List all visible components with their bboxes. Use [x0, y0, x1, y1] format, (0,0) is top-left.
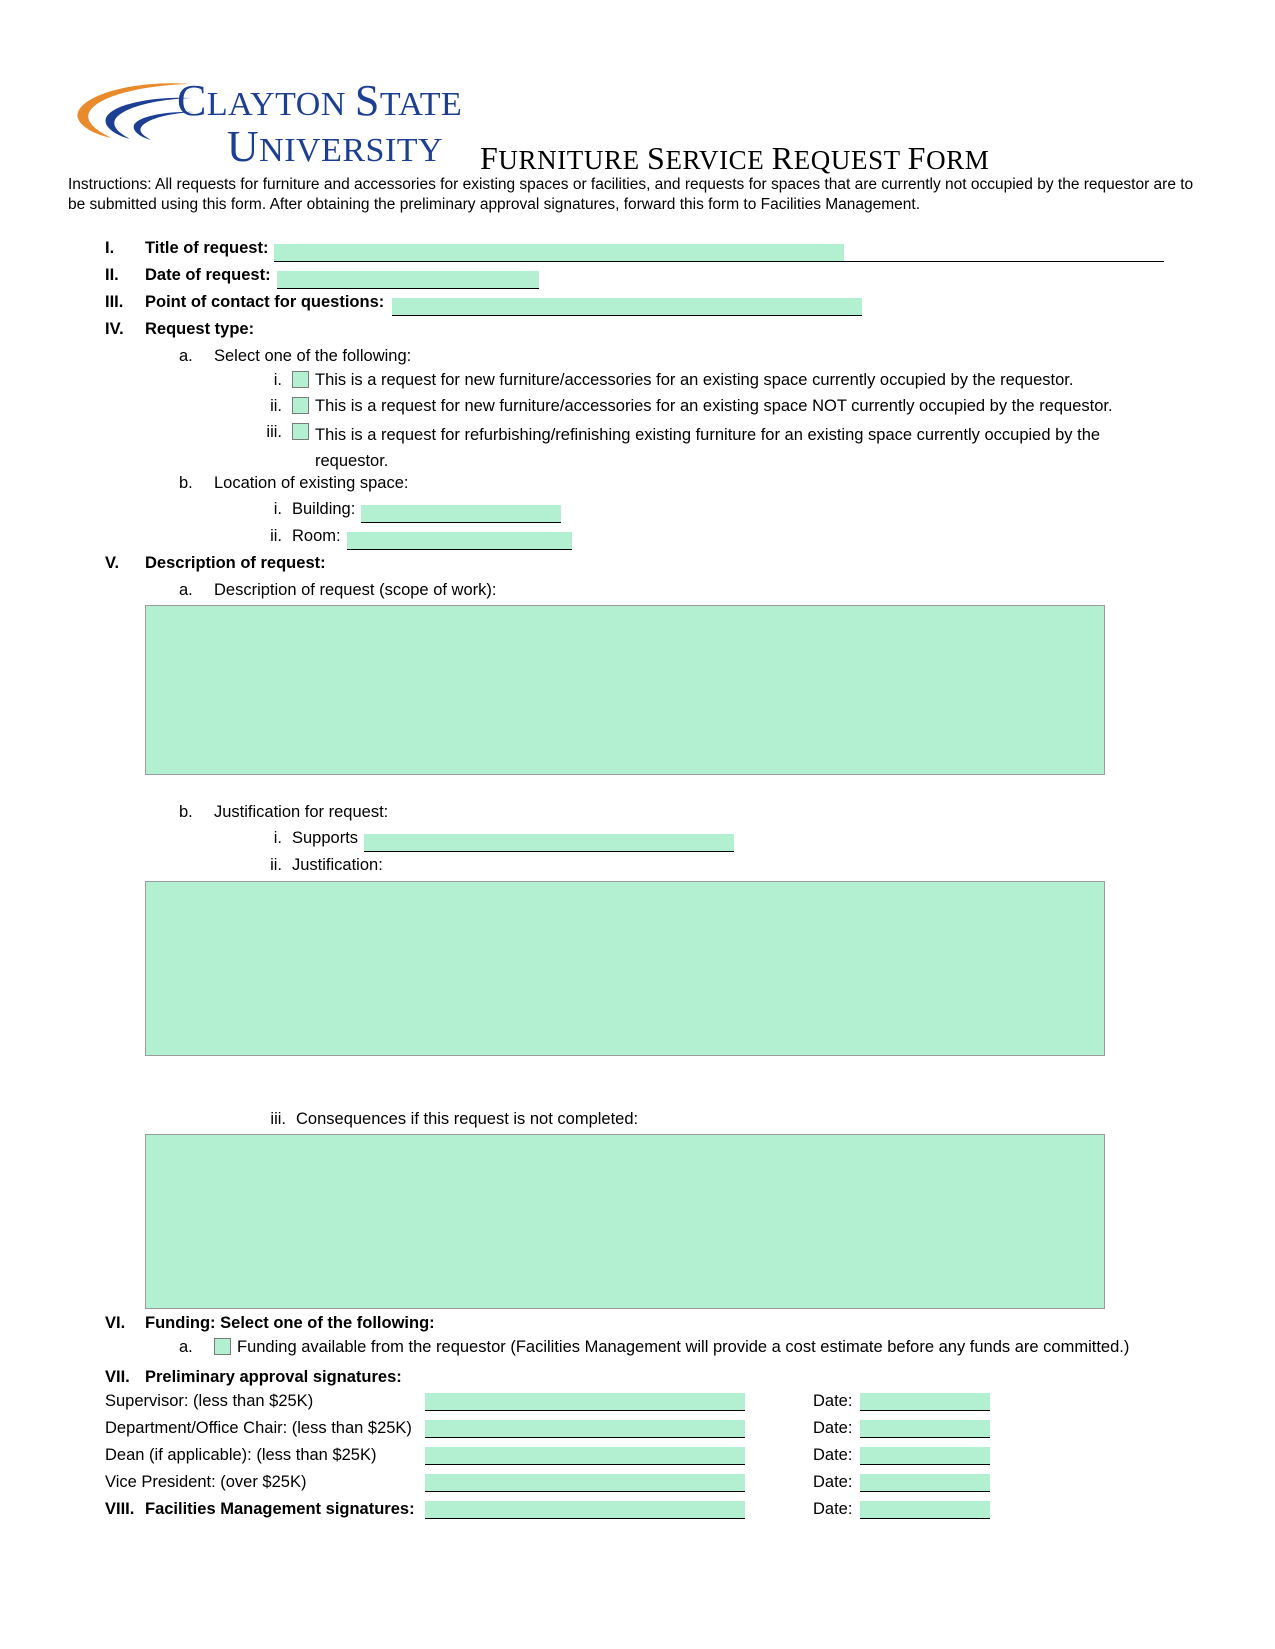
- date-input-facilities[interactable]: [860, 1501, 990, 1519]
- section-iii: [105, 290, 1205, 316]
- option-3-label: This is a request for refurbishing/refinishing existing furniture for an existing space currently occupied by the requestor.: [315, 426, 1101, 470]
- section-viii-label: Facilities Management signatures:: [145, 1500, 415, 1518]
- signature-input-dean[interactable]: [425, 1447, 745, 1465]
- section-vii: [105, 1365, 402, 1391]
- section-ii: [105, 263, 1205, 289]
- option-2-label: This is a request for new furniture/accessories for an existing space NOT currently occupied by the requestor.: [315, 397, 1113, 415]
- section-ii-label: Date of request:: [145, 266, 271, 284]
- section-iv-numeral: IV.: [105, 320, 124, 338]
- university-logo: [72, 76, 463, 172]
- section-iv-label: Request type:: [145, 320, 255, 338]
- section-vii-label: Preliminary approval signatures:: [145, 1368, 402, 1386]
- funding-option-row[interactable]: [179, 1338, 1199, 1357]
- checkbox-request-type-2[interactable]: [292, 397, 309, 414]
- section-iv-b: [179, 471, 1229, 497]
- section-iii-numeral: III.: [105, 293, 124, 311]
- section-vi-label: Funding: Select one of the following:: [145, 1314, 435, 1332]
- signature-label-vp: Vice President: (over $25K): [105, 1473, 307, 1491]
- supports-field-row: [250, 826, 734, 852]
- option-1-marker: i.: [273, 371, 282, 389]
- building-label: Building:: [292, 500, 356, 518]
- section-v-b: [179, 800, 388, 826]
- section-v-b-label: Justification for request:: [214, 803, 389, 821]
- section-iv-a: [179, 344, 1229, 370]
- room-field-row: [250, 524, 572, 550]
- request-type-option-3[interactable]: [250, 423, 1130, 474]
- consequences-label: Consequences if this request is not completed:: [296, 1110, 639, 1128]
- date-label-chair: Date:: [813, 1419, 853, 1437]
- section-v-label: Description of request:: [145, 554, 326, 572]
- form-header: [0, 0, 1275, 214]
- request-type-option-2[interactable]: [250, 397, 1230, 416]
- checkbox-request-type-3[interactable]: [292, 423, 309, 440]
- section-i: [105, 236, 1205, 262]
- section-viii: [105, 1500, 1205, 1519]
- logo-line-2: UNIVERSITY: [226, 122, 444, 172]
- date-label-dean: Date:: [813, 1446, 853, 1464]
- section-i-numeral: I.: [105, 239, 115, 257]
- room-input[interactable]: [347, 532, 572, 550]
- section-iv-b-label: Location of existing space:: [214, 474, 409, 492]
- consequences-label-row: [250, 1107, 638, 1133]
- checkbox-request-type-1[interactable]: [292, 371, 309, 388]
- section-iv-a-label: Select one of the following:: [214, 347, 412, 365]
- signature-row-supervisor: [105, 1392, 1205, 1411]
- justification-label-row: [250, 853, 383, 879]
- signature-row-chair: [105, 1419, 1205, 1438]
- supports-input[interactable]: [364, 834, 734, 852]
- date-label-supervisor: Date:: [813, 1392, 853, 1410]
- section-iv-a-marker: a.: [179, 347, 193, 365]
- date-of-request-input[interactable]: [277, 271, 539, 289]
- room-label: Room:: [292, 527, 341, 545]
- justification-marker: ii.: [270, 856, 282, 874]
- signature-row-vp: [105, 1473, 1205, 1492]
- date-input-vp[interactable]: [860, 1474, 990, 1492]
- consequences-textarea[interactable]: [145, 1134, 1105, 1309]
- page-title: FURNITURE SERVICE REQUEST FORM: [480, 140, 990, 176]
- signature-label-supervisor: Supervisor: (less than $25K): [105, 1392, 314, 1410]
- building-input[interactable]: [361, 505, 561, 523]
- option-1-label: This is a request for new furniture/accessories for an existing space currently occupied by the requestor.: [315, 371, 1074, 389]
- logo-line-1: CLAYTON STATE: [177, 76, 463, 125]
- supports-marker: i.: [273, 829, 282, 847]
- section-iii-label: Point of contact for questions:: [145, 293, 385, 311]
- signature-label-dean: Dean (if applicable): (less than $25K): [105, 1446, 377, 1464]
- date-label-facilities: Date:: [813, 1500, 853, 1518]
- instructions-text: Instructions: All requests for furniture and accessories for existing spaces or facilities, and requests for spaces that are currently not occupied by the requestor are to be submitted using this form. After obtaining the preliminary approval signatures, forward this form to Facilities Management.: [68, 176, 1194, 214]
- building-field-row: [250, 497, 561, 523]
- section-vi-numeral: VI.: [105, 1314, 126, 1332]
- signature-row-dean: [105, 1446, 1205, 1465]
- room-marker: ii.: [270, 527, 282, 545]
- scope-of-work-textarea[interactable]: [145, 605, 1105, 775]
- consequences-marker: iii.: [270, 1110, 286, 1128]
- section-v-a: [179, 578, 496, 604]
- funding-option-label: Funding available from the requestor (Facilities Management will provide a cost estimate before any funds are committed.): [237, 1338, 1130, 1356]
- justification-label: Justification:: [292, 856, 383, 874]
- title-of-request-input-ext[interactable]: [844, 244, 1164, 262]
- section-v-b-marker: b.: [179, 803, 193, 821]
- option-3-marker: iii.: [266, 423, 282, 441]
- logo-wordmark: [177, 76, 463, 172]
- request-type-option-1[interactable]: [250, 371, 1230, 390]
- point-of-contact-input[interactable]: [392, 298, 862, 316]
- section-iv: [105, 317, 1205, 343]
- date-label-vp: Date:: [813, 1473, 853, 1491]
- section-v-a-marker: a.: [179, 581, 193, 599]
- title-of-request-input[interactable]: [274, 244, 844, 262]
- supports-label: Supports: [292, 829, 359, 847]
- signature-input-facilities[interactable]: [425, 1501, 745, 1519]
- signature-input-supervisor[interactable]: [425, 1393, 745, 1411]
- section-ii-numeral: II.: [105, 266, 119, 284]
- section-v: [105, 551, 326, 577]
- signature-label-chair: Department/Office Chair: (less than $25K): [105, 1419, 412, 1437]
- checkbox-funding-available[interactable]: [214, 1338, 231, 1355]
- option-2-marker: ii.: [270, 397, 282, 415]
- funding-option-marker: a.: [179, 1338, 193, 1356]
- signature-input-chair[interactable]: [425, 1420, 745, 1438]
- section-i-label: Title of request:: [145, 239, 269, 257]
- section-vi: [105, 1311, 435, 1337]
- section-v-numeral: V.: [105, 554, 120, 572]
- justification-textarea[interactable]: [145, 881, 1105, 1056]
- section-viii-numeral: VIII.: [105, 1500, 135, 1518]
- date-input-supervisor[interactable]: [860, 1393, 990, 1411]
- signature-input-vp[interactable]: [425, 1474, 745, 1492]
- section-iv-b-marker: b.: [179, 474, 193, 492]
- date-input-dean[interactable]: [860, 1447, 990, 1465]
- section-v-a-label: Description of request (scope of work):: [214, 581, 497, 599]
- date-input-chair[interactable]: [860, 1420, 990, 1438]
- building-marker: i.: [273, 500, 282, 518]
- section-vii-numeral: VII.: [105, 1368, 130, 1386]
